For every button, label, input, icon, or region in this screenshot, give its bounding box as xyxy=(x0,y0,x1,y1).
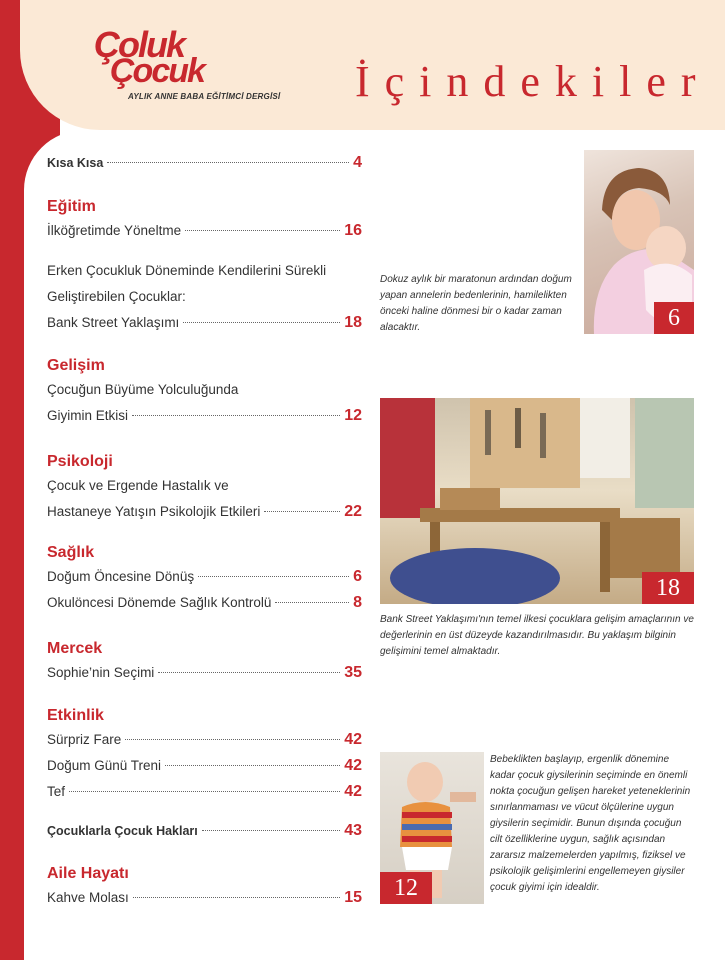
toc-entry[interactable] xyxy=(47,218,362,244)
logo-word-cocuk: Çocuk xyxy=(110,52,204,90)
toc-section-aile-hayati xyxy=(47,863,362,911)
leader-dots xyxy=(158,672,340,673)
photo-caption: Bebeklikten başlayıp, ergenlik dönemine kadar çocuk giysilerinin seçiminde en önemli nokta çocuğun gelişen hareket yeteneklerinin sınırlanmaması ve vücut ölçülerine uygun giysilerin seçimidir. Bunun dışında çocuğun cilt özelliklerine uygun, sağlık açısından zararsız malzemelerden yapılmış, fiziksel ve psikolojik gelişimlerini engellemeyen giysiler çocuk giyimi için idealdir. xyxy=(490,754,691,893)
toc-entry-page: 6 xyxy=(353,568,362,585)
toc-entry[interactable] xyxy=(47,590,362,616)
toc-entry[interactable] xyxy=(47,564,362,590)
toc-entry-page: 22 xyxy=(344,503,362,520)
section-title: Mercek xyxy=(47,640,103,657)
toc-entry-page: 35 xyxy=(344,664,362,681)
toc-entry[interactable] xyxy=(47,779,362,805)
toc-entry-page: 12 xyxy=(344,407,362,424)
toc-entry-title: Doğum Günü Treni xyxy=(47,758,162,773)
page-title: İçindekiler xyxy=(355,57,711,106)
toc-entry-title: Okulöncesi Dönemde Sağlık Kontrolü xyxy=(47,595,272,610)
leader-dots xyxy=(264,511,340,512)
toc-entry-title: Tef xyxy=(47,784,66,799)
section-title: Sağlık xyxy=(47,544,95,561)
toc-section-saglik xyxy=(47,542,362,616)
toc-entry-page: 18 xyxy=(344,314,362,331)
toc-entry-title-line: Çocuğun Büyüme Yolculuğunda xyxy=(47,382,239,397)
toc-entry-title: Doğum Öncesine Dönüş xyxy=(47,569,195,584)
leader-dots xyxy=(198,576,349,577)
toc-entry[interactable] xyxy=(47,753,362,779)
toc-entry-page: 42 xyxy=(344,731,362,748)
baby-walking-photo xyxy=(380,752,484,904)
toc-entry-title: Kahve Molası xyxy=(47,890,129,905)
toc-entry-title: Giyimin Etkisi xyxy=(47,408,129,423)
logo-tagline: AYLIK ANNE BABA EĞİTİMCİ DERGİSİ xyxy=(128,92,281,101)
leader-dots xyxy=(165,765,340,766)
toc-section-etkinlik xyxy=(47,705,362,805)
toc-entry-page: 16 xyxy=(344,222,362,239)
mother-baby-photo xyxy=(584,150,694,334)
leader-dots xyxy=(202,830,340,831)
toc-entry-page: 42 xyxy=(344,783,362,800)
toc-entry[interactable] xyxy=(47,403,362,429)
magazine-logo xyxy=(80,22,300,112)
toc-entry-title: Sophie’nin Seçimi xyxy=(47,665,155,680)
page-number-badge: 12 xyxy=(380,872,432,904)
leader-dots xyxy=(69,791,340,792)
toc-section-egitim xyxy=(47,196,362,336)
toc-entry-page: 42 xyxy=(344,757,362,774)
toc-entry-title: Sürpriz Fare xyxy=(47,732,122,747)
leader-dots xyxy=(275,602,349,603)
toc-kisa-kisa xyxy=(47,150,362,176)
toc-section-psikoloji xyxy=(47,451,362,525)
page-number-badge: 18 xyxy=(642,572,694,604)
toc-entry-page: 4 xyxy=(353,154,362,171)
toc-entry-title: Kısa Kısa xyxy=(47,156,104,170)
leader-dots xyxy=(125,739,340,740)
toc-entry-title: Bank Street Yaklaşımı xyxy=(47,315,180,330)
toc-entry[interactable] xyxy=(47,150,362,176)
toc-entry[interactable] xyxy=(47,818,362,844)
toc-entry[interactable] xyxy=(47,499,362,525)
photo-caption: Bank Street Yaklaşımı'nın temel ilkesi çocuklara gelişim amaçlarının ve değerlerinin en üst düzeyde kazandırılmasıdır. Bu yaklaşım bilginin gelişimini temel almaktadır. xyxy=(380,614,694,657)
leader-dots xyxy=(183,322,340,323)
workshop-photo xyxy=(380,398,694,604)
toc-section-gelisim xyxy=(47,355,362,429)
page-number-badge: 6 xyxy=(654,302,694,334)
toc-entry[interactable] xyxy=(47,660,362,686)
toc-entry-title-line: Geliştirebilen Çocuklar: xyxy=(47,289,186,304)
section-title: Eğitim xyxy=(47,198,96,215)
leader-dots xyxy=(133,897,340,898)
leader-dots xyxy=(185,230,340,231)
section-title: Gelişim xyxy=(47,357,105,374)
toc-entry-title-line: Çocuk ve Ergende Hastalık ve xyxy=(47,478,229,493)
section-title: Aile Hayatı xyxy=(47,865,129,882)
toc-entry[interactable] xyxy=(47,885,362,911)
toc-entry-page: 8 xyxy=(353,594,362,611)
toc-entry[interactable] xyxy=(47,310,362,336)
toc-section-mercek xyxy=(47,638,362,686)
toc-entry-page: 15 xyxy=(344,889,362,906)
toc-entry-title: İlköğretimde Yöneltme xyxy=(47,223,182,238)
toc-cocuk-haklari xyxy=(47,818,362,844)
toc-entry-page: 43 xyxy=(344,822,362,839)
toc-entry-title-line: Erken Çocukluk Döneminde Kendilerini Sürekli xyxy=(47,263,327,278)
logo-word-coluk: Çoluk xyxy=(94,24,185,65)
section-title: Etkinlik xyxy=(47,707,104,724)
toc-entry-title: Çocuklarla Çocuk Hakları xyxy=(47,824,198,838)
toc-entry-title: Hastaneye Yatışın Psikolojik Etkileri xyxy=(47,504,261,519)
leader-dots xyxy=(132,415,340,416)
leader-dots xyxy=(107,162,349,163)
photo-caption: Dokuz aylık bir maratonun ardından doğum yapan annelerin bedenlerinin, hamilelikten önceki haline dönmesi bir o kadar zaman alacaktır. xyxy=(380,274,572,333)
section-title: Psikoloji xyxy=(47,453,113,470)
toc-entry[interactable] xyxy=(47,727,362,753)
